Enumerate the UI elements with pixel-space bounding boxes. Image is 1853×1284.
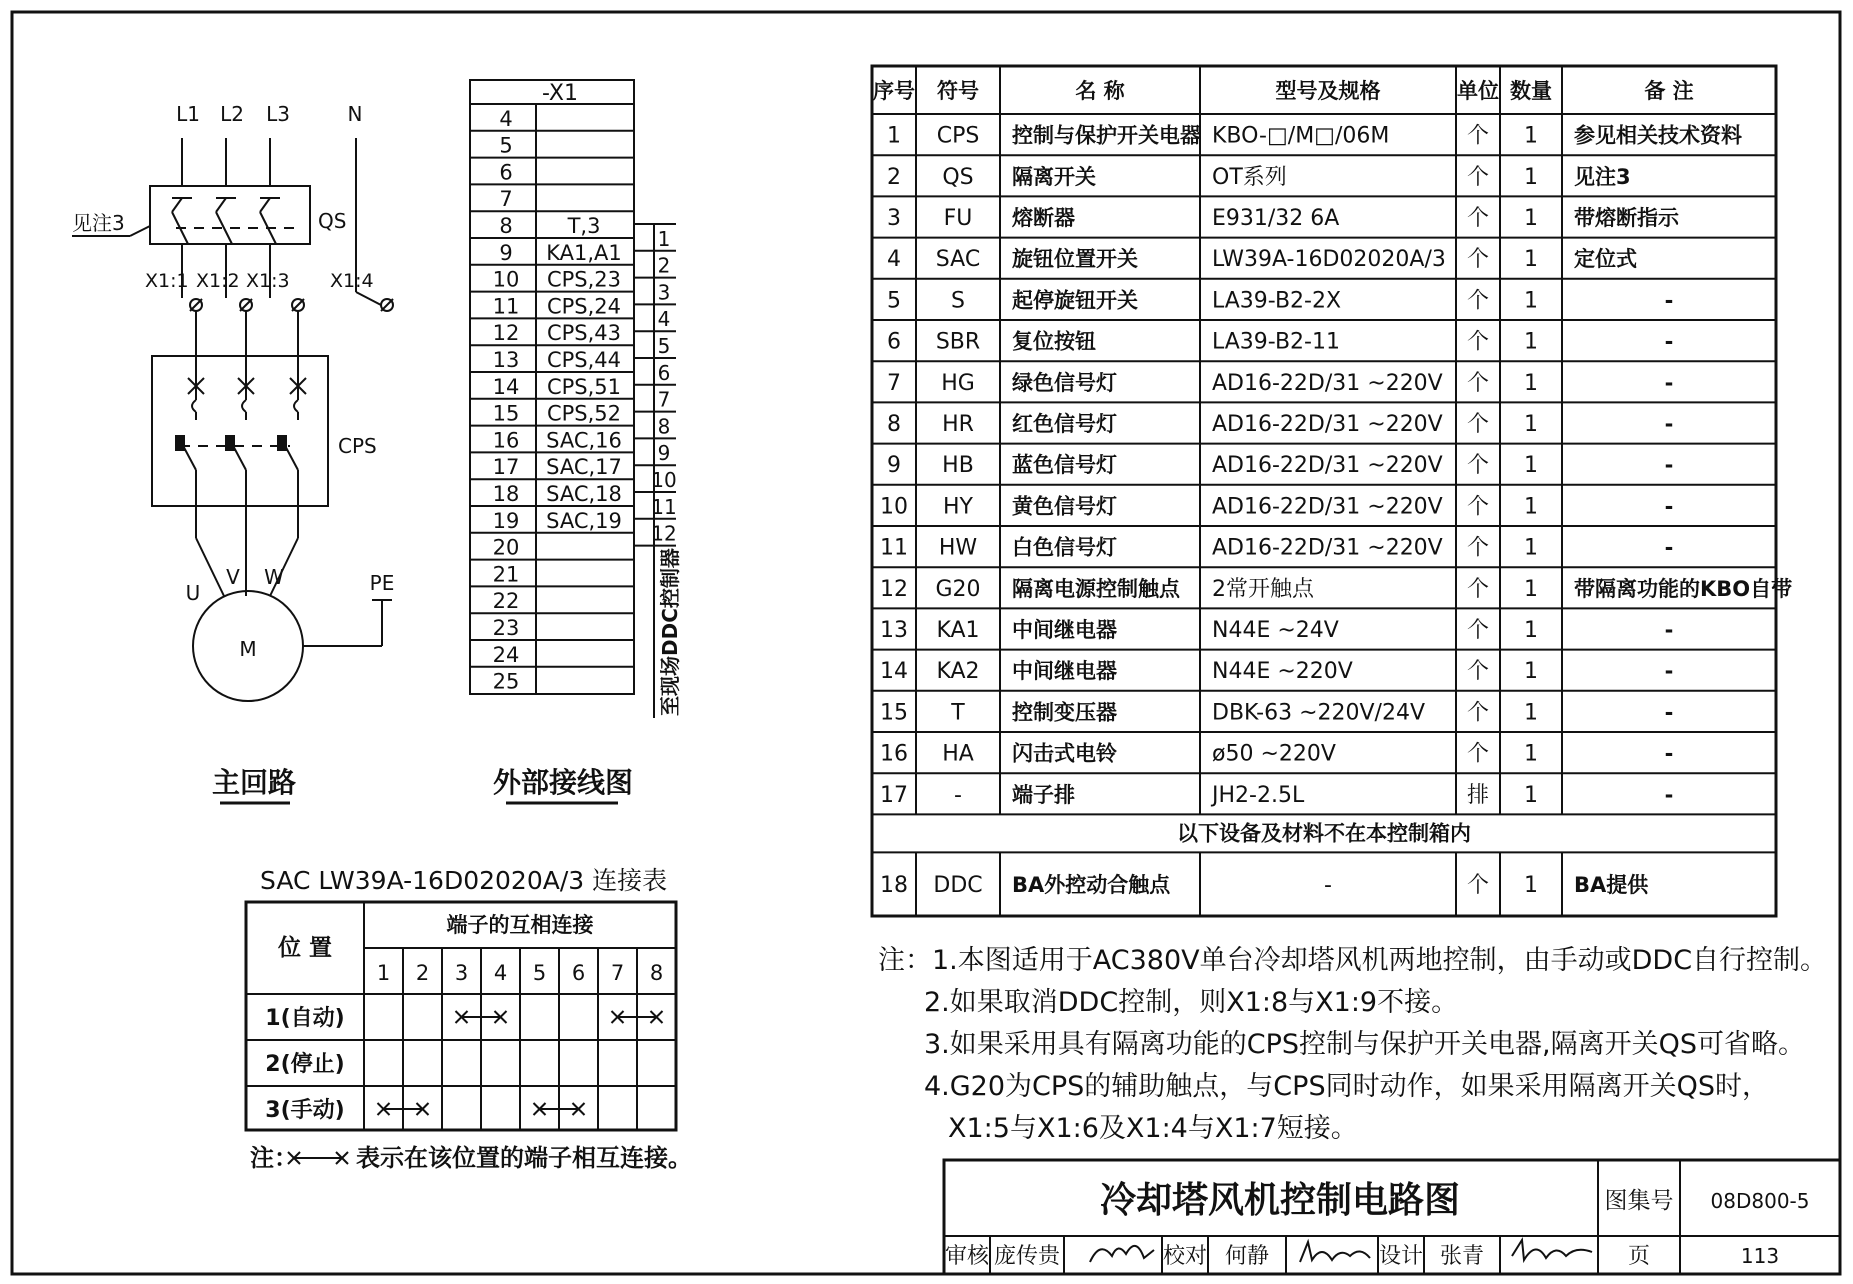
equipment-cell: HR (942, 412, 974, 437)
equipment-cell: - (1324, 873, 1332, 899)
equipment-cell: 13 (880, 618, 908, 643)
equipment-cell: 个 (1466, 453, 1490, 479)
page-label: 页 (1627, 1244, 1651, 1269)
terminal-number: 11 (492, 294, 520, 319)
terminal-x1-1: X1:1 (145, 270, 189, 292)
checker-name: 何静 (1224, 1244, 1270, 1269)
equipment-cell: 1 (1524, 247, 1538, 273)
equipment-cell: - (1664, 659, 1674, 684)
equipment-cell: AD16-22D/31 ~220V (1212, 370, 1443, 396)
equipment-cell: LA39-B2-2X (1212, 288, 1342, 314)
equipment-cell: 7 (887, 370, 901, 396)
equipment-cell: AD16-22D/31 ~220V (1212, 535, 1443, 561)
equipment-cell: 1 (1524, 329, 1538, 355)
terminal-number: 5 (499, 133, 513, 158)
reviewer-signature (1090, 1246, 1154, 1262)
pe-label: PE (369, 571, 395, 595)
equipment-cell: 带熔断指示 (1574, 206, 1679, 230)
designer-signature (1512, 1240, 1592, 1260)
equipment-cell: 1 (1524, 412, 1538, 437)
equipment-cell: 控制与保护开关电器 (1012, 123, 1201, 148)
equipment-cell: 6 (887, 329, 901, 355)
sac-footnote-text: 表示在该位置的端子相互连接。 (356, 1144, 692, 1172)
cps-breaker (152, 356, 328, 506)
terminal-wire-label: T,3 (567, 214, 601, 238)
motor-terminal-v: V (226, 565, 240, 589)
equipment-cell: 1 (1524, 741, 1538, 767)
main-circuit-caption: 主回路 (211, 766, 297, 799)
terminal-wire-label: CPS,51 (546, 374, 622, 399)
equipment-cell: BA外控动合触点 (1012, 873, 1171, 898)
equipment-cell: - (1664, 412, 1674, 436)
equipment-cell: 8 (887, 412, 901, 437)
equipment-header: 型号及规格 (1275, 79, 1381, 103)
equipment-cell: HY (943, 494, 973, 520)
equipment-cell: 白色信号灯 (1012, 535, 1117, 560)
equipment-cell: 中间继电器 (1012, 659, 1117, 684)
equipment-cell: AD16-22D/31 ~220V (1212, 494, 1443, 520)
terminal-wire-label: CPS,52 (546, 401, 622, 426)
sac-column-number: 4 (493, 961, 508, 985)
equipment-cell: 1 (1524, 494, 1538, 520)
equipment-cell: - (1664, 453, 1674, 478)
equipment-cell: 1 (1524, 782, 1538, 808)
atlas-number: 08D800-5 (1710, 1189, 1810, 1213)
equipment-cell: 个 (1466, 741, 1490, 767)
equipment-cell: 个 (1466, 700, 1490, 726)
equipment-cell: 1 (1524, 453, 1538, 479)
terminal-wire-label: CPS,24 (546, 294, 622, 319)
equipment-separator: 以下设备及材料不在本控制箱内 (1177, 821, 1471, 846)
equipment-cell: 14 (880, 659, 908, 685)
motor-terminal-u: U (185, 581, 201, 605)
equipment-cell: HG (941, 370, 975, 396)
equipment-cell: 个 (1466, 247, 1490, 273)
equipment-cell: 1 (1524, 576, 1538, 602)
equipment-cell: 2常开触点 (1212, 576, 1314, 602)
equipment-cell: 黄色信号灯 (1012, 494, 1117, 519)
terminals-header: 端子的互相连接 (446, 913, 594, 937)
terminal-number: 21 (492, 562, 520, 587)
terminal-number: 16 (492, 428, 520, 453)
equipment-cell: 熔断器 (1012, 206, 1075, 230)
equipment-cell: 复位按钮 (1012, 329, 1096, 354)
equipment-cell: 5 (887, 288, 901, 314)
position-header: 位 置 (277, 935, 333, 961)
equipment-cell: 个 (1466, 576, 1490, 602)
equipment-cell: SAC (935, 247, 981, 273)
sac-column-number: 2 (415, 961, 430, 985)
equipment-cell: 1 (1524, 288, 1538, 314)
terminal-number: 8 (499, 214, 513, 238)
sac-column-number: 3 (454, 961, 469, 985)
equipment-cell: 闪击式电铃 (1012, 741, 1117, 766)
phase-n: N (347, 102, 363, 126)
note-5: X1:5与X1:6及X1:4与X1:7短接。 (948, 1113, 1358, 1144)
equipment-header: 单位 (1457, 79, 1499, 103)
equipment-cell: DDC (933, 873, 983, 899)
equipment-cell: 18 (880, 873, 908, 899)
equipment-cell: AD16-22D/31 ~220V (1212, 453, 1443, 479)
equipment-cell: 1 (1524, 700, 1538, 726)
atlas-label: 图集号 (1604, 1188, 1674, 1214)
equipment-cell: - (954, 782, 962, 808)
terminal-number: 18 (492, 482, 520, 506)
sac-column-number: 6 (571, 961, 586, 985)
cable-number: 1 (657, 226, 671, 251)
terminal-wire-label: SAC,18 (546, 482, 622, 506)
equipment-cell: - (1664, 618, 1674, 642)
equipment-cell: 16 (880, 741, 908, 767)
equipment-cell: 个 (1466, 412, 1490, 437)
equipment-header: 符号 (937, 79, 979, 103)
equipment-cell: HW (938, 535, 978, 561)
cable-number: 3 (657, 280, 671, 305)
sac-footnote-prefix: 注： (250, 1144, 298, 1172)
equipment-cell: 1 (1524, 535, 1538, 561)
note-3: 3.如果采用具有隔离功能的CPS控制与保护开关电器,隔离开关QS可省略。 (924, 1029, 1806, 1060)
equipment-cell: 个 (1466, 370, 1490, 396)
equipment-cell: 定位式 (1574, 247, 1637, 272)
note-1: 注：1.本图适用于AC380V单台冷却塔风机两地控制，由手动或DDC自行控制。 (878, 945, 1828, 976)
phase-l2: L2 (220, 102, 244, 126)
equipment-cell: HB (942, 453, 974, 479)
equipment-cell: 2 (887, 164, 901, 190)
equipment-cell: 1 (1524, 873, 1538, 899)
design-label: 设计 (1378, 1244, 1424, 1269)
equipment-cell: QS (942, 164, 974, 190)
equipment-cell: 1 (1524, 659, 1538, 685)
equipment-cell: - (1664, 370, 1674, 395)
equipment-cell: E931/32 6A (1212, 206, 1340, 231)
terminal-number: 9 (499, 240, 513, 265)
equipment-cell: JH2-2.5L (1212, 782, 1305, 808)
equipment-header: 备 注 (1644, 79, 1694, 103)
cable-number: 9 (657, 441, 671, 466)
equipment-cell: T (951, 700, 965, 726)
cable-number: 4 (657, 307, 671, 332)
equipment-table (872, 66, 1792, 916)
cable-number: 12 (651, 521, 677, 546)
terminal-number: 6 (499, 160, 513, 185)
equipment-header: 名 称 (1075, 79, 1125, 103)
terminal-wire-label: CPS,43 (546, 321, 622, 346)
equipment-cell: LA39-B2-11 (1212, 329, 1340, 355)
terminal-x1-3: X1:3 (246, 270, 290, 292)
equipment-cell: - (1664, 741, 1674, 766)
equipment-cell: 17 (880, 782, 908, 808)
equipment-cell: N44E ~220V (1212, 659, 1353, 685)
equipment-cell: 个 (1466, 659, 1490, 685)
equipment-cell: - (1664, 494, 1674, 519)
equipment-cell: 个 (1466, 123, 1490, 149)
equipment-cell: - (1664, 535, 1674, 560)
sac-column-number: 7 (610, 961, 625, 985)
terminal-number: 13 (492, 348, 520, 372)
equipment-cell: 3 (887, 206, 901, 231)
terminal-number: 20 (492, 535, 520, 560)
terminal-number: 4 (499, 106, 513, 131)
equipment-cell: 个 (1466, 329, 1490, 355)
check-label: 校对 (1162, 1244, 1208, 1269)
equipment-cell: HA (942, 741, 974, 767)
terminal-strip-header: -X1 (542, 81, 578, 106)
equipment-cell: N44E ~24V (1212, 618, 1339, 643)
equipment-cell: 见注3 (1574, 164, 1631, 189)
equipment-cell: 个 (1466, 288, 1490, 314)
terminal-number: 23 (492, 616, 520, 640)
equipment-cell: 15 (880, 700, 908, 726)
sac-column-number: 1 (376, 961, 391, 985)
equipment-cell: ø50 ~220V (1212, 741, 1336, 767)
cable-number: 11 (651, 494, 677, 519)
sac-position-label: 1(自动) (265, 1006, 345, 1031)
equipment-cell: - (1664, 700, 1674, 725)
external-wiring-caption: 外部接线图 (492, 766, 634, 799)
equipment-cell: G20 (935, 576, 981, 602)
main-circuit (72, 102, 394, 803)
equipment-header: 序号 (873, 79, 915, 103)
cable-number: 8 (657, 414, 671, 439)
equipment-cell: 隔离开关 (1012, 164, 1096, 189)
sac-position-label: 3(手动) (265, 1098, 345, 1123)
equipment-cell: - (1664, 782, 1674, 807)
equipment-cell: 4 (887, 247, 901, 273)
cable-number: 2 (657, 253, 671, 278)
equipment-cell: 1 (887, 123, 901, 149)
sac-column-number: 5 (532, 961, 547, 985)
terminal-number: 17 (492, 455, 520, 480)
equipment-cell: 1 (1524, 164, 1538, 190)
note-4: 4.G20为CPS的辅助触点，与CPS同时动作，如果采用隔离开关QS时， (924, 1071, 1769, 1102)
terminal-x1-4: X1:4 (330, 270, 374, 292)
motor-terminal-w: W (264, 565, 284, 589)
terminal-number: 10 (492, 267, 520, 292)
sac-table-title: SAC LW39A-16D02020A/3 连接表 (260, 866, 668, 895)
equipment-cell: 起停旋钮开关 (1012, 288, 1138, 313)
title-block (944, 1160, 1840, 1274)
equipment-cell: 个 (1466, 535, 1490, 561)
terminal-wire-label: CPS,23 (546, 267, 622, 292)
equipment-cell: 端子排 (1012, 782, 1075, 807)
terminal-number: 25 (492, 669, 520, 694)
equipment-cell: FU (943, 206, 973, 231)
equipment-cell: 12 (880, 576, 908, 602)
checker-signature (1300, 1242, 1370, 1262)
terminal-number: 24 (492, 642, 520, 667)
equipment-cell: S (951, 288, 965, 314)
equipment-cell: 个 (1466, 618, 1490, 643)
equipment-cell: 个 (1466, 873, 1490, 899)
equipment-cell: 中间继电器 (1012, 618, 1117, 642)
equipment-cell: 1 (1524, 618, 1538, 643)
cable-number: 7 (657, 387, 671, 412)
equipment-cell: KA2 (936, 659, 980, 685)
equipment-cell: 个 (1466, 164, 1490, 190)
drawing-title: 冷却塔风机控制电路图 (1099, 1180, 1461, 1221)
equipment-cell: - (1664, 329, 1674, 354)
terminal-number: 12 (492, 321, 520, 346)
equipment-cell: 排 (1466, 782, 1490, 808)
equipment-cell: 1 (1524, 206, 1538, 231)
cable-number: 6 (657, 360, 671, 385)
terminal-wire-label: SAC,16 (546, 428, 622, 453)
equipment-cell: 1 (1524, 370, 1538, 396)
cps-label: CPS (338, 434, 377, 458)
equipment-cell: 隔离电源控制触点 (1012, 576, 1180, 601)
equipment-cell: KA1 (936, 618, 980, 643)
cable-number: 5 (657, 334, 671, 358)
cable-destination: 至现场DDC控制器 (658, 548, 682, 716)
terminal-number: 19 (492, 508, 520, 533)
equipment-cell: - (1664, 288, 1674, 313)
terminal-wire-label: SAC,19 (546, 508, 622, 533)
phase-l1: L1 (176, 102, 200, 126)
terminal-wire-label: CPS,44 (546, 348, 622, 372)
qs-label: QS (318, 209, 347, 233)
equipment-cell: AD16-22D/31 ~220V (1212, 412, 1443, 437)
phase-l3: L3 (266, 102, 290, 126)
sac-connection-table (246, 866, 692, 1172)
equipment-cell: 绿色信号灯 (1012, 370, 1117, 395)
equipment-cell: 10 (880, 494, 908, 520)
equipment-cell: CPS (936, 123, 980, 149)
page-number: 113 (1740, 1244, 1780, 1268)
equipment-cell: 红色信号灯 (1012, 412, 1117, 436)
equipment-cell: BA提供 (1574, 873, 1649, 898)
equipment-cell: 参见相关技术资料 (1574, 123, 1742, 148)
motor-label: M (239, 637, 257, 661)
equipment-header: 数量 (1510, 79, 1552, 103)
terminal-number: 22 (492, 589, 520, 614)
terminal-number: 14 (492, 374, 520, 399)
note-2: 2.如果取消DDC控制，则X1:8与X1:9不接。 (924, 987, 1459, 1018)
equipment-cell: 1 (1524, 123, 1538, 149)
terminal-number: 7 (499, 187, 513, 212)
equipment-cell: 11 (880, 535, 908, 561)
review-label: 审核 (944, 1244, 990, 1269)
equipment-cell: 蓝色信号灯 (1012, 453, 1117, 478)
equipment-cell: 9 (887, 453, 901, 479)
sac-column-number: 8 (649, 961, 664, 985)
equipment-cell: OT系列 (1212, 164, 1287, 190)
equipment-cell: LW39A-16D02020A/3 (1212, 247, 1446, 273)
equipment-cell: DBK-63 ~220V/24V (1212, 700, 1426, 726)
equipment-cell: SBR (935, 329, 981, 355)
reviewer-name: 庞传贵 (993, 1244, 1061, 1269)
equipment-cell: 控制变压器 (1012, 700, 1117, 725)
equipment-cell: KBO-□/M□/06M (1212, 123, 1390, 149)
equipment-cell: 带隔离功能的KBO自带 (1574, 576, 1793, 601)
external-wiring (470, 80, 682, 803)
terminal-x1-2: X1:2 (196, 270, 240, 292)
equipment-cell: 旋钮位置开关 (1012, 247, 1138, 272)
terminal-wire-label: SAC,17 (546, 455, 622, 480)
designer-name: 张青 (1439, 1244, 1485, 1269)
connection-symbol (288, 1152, 348, 1164)
terminal-wire-label: KA1,A1 (546, 240, 622, 265)
terminal-number: 15 (492, 401, 520, 426)
equipment-cell: 个 (1466, 494, 1490, 520)
equipment-cell: 个 (1466, 206, 1490, 231)
note-ref-3: 见注3 (72, 211, 125, 235)
sac-position-label: 2(停止) (265, 1052, 345, 1077)
cable-number: 10 (651, 468, 677, 492)
